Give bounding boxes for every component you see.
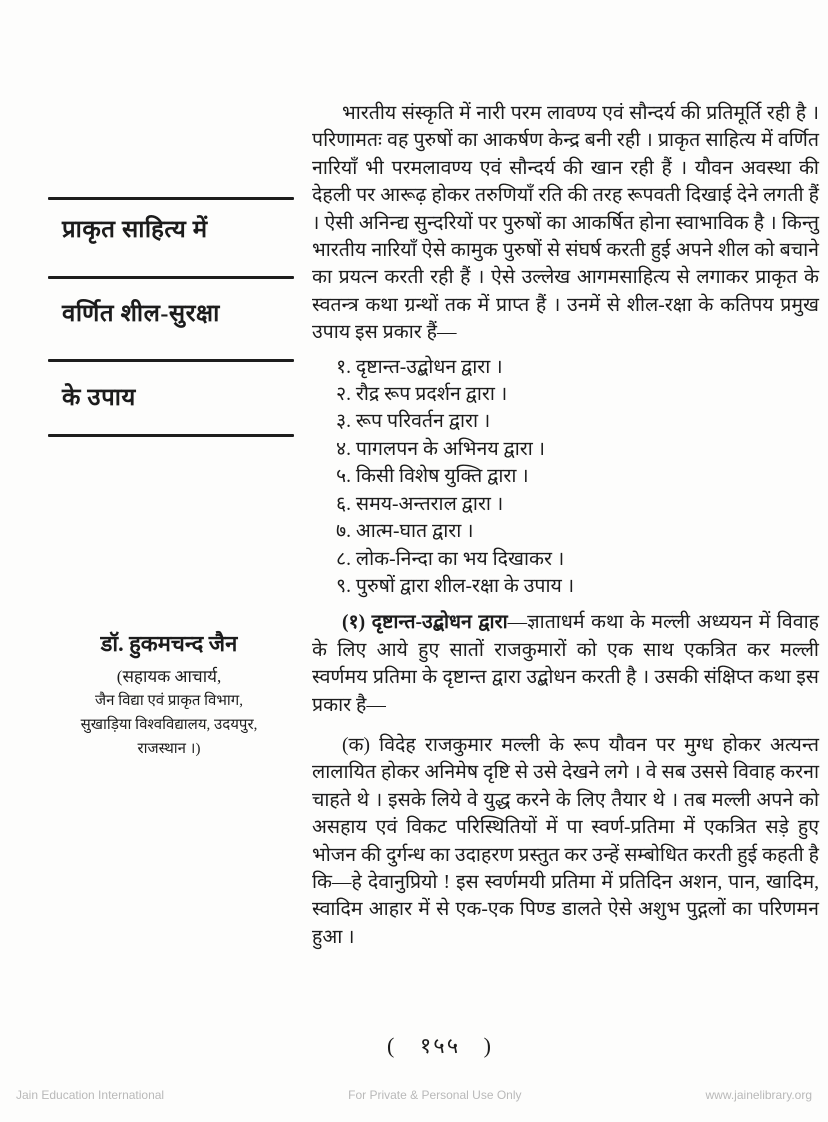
footer-left-text: Jain Education International bbox=[16, 1088, 165, 1102]
intro-paragraph: भारतीय संस्कृति में नारी परम लावण्य एवं सौन्दर्य की प्रतिमूर्ति रही है । परिणामतः वह पुरुषों का आकर्षण केन्द्र बनी रही । प्राकृत साहित्य में वर्णित नारियाँ भी परमलावण्य एवं सौन्दर्य की खान रही हैं । यौवन अवस्था की देहली पर आरूढ़ होकर तरुणियाँ रति की तरह रूपवती दिखाई देने लगती हैं । ऐसी अनिन्द्य सुन्दरियों पर पुरुषों का आकर्षित होना स्वाभाविक है । किन्तु भारतीय नारियाँ ऐसे कामुक पुरुषों से संघर्ष करती हुई अपने शील को बचाने का प्रयत्न करती रही हैं । ऐसे उल्लेख आगमसाहित्य से लगाकर प्राकृत के स्वतन्त्र कथा ग्रन्थों तक में प्राप्त हैं । उनमें से शील-रक्षा के कतिपय प्रमुख उपाय इस प्रकार हैं— bbox=[312, 103, 819, 344]
article-title-line-1: प्राकृत साहित्य में bbox=[62, 217, 208, 243]
divider-rule bbox=[48, 276, 294, 279]
list-item: ३. रूप परिवर्तन द्वारा । bbox=[336, 411, 491, 433]
page-number: ( १५५ ) bbox=[387, 1033, 493, 1058]
episode-lead: (१) दृष्टान्त-उद्बोधन द्वारा bbox=[342, 612, 508, 634]
author-affiliation-line: (सहायक आचार्य, bbox=[116, 667, 222, 686]
list-item: ८. लोक-निन्दा का भय दिखाकर । bbox=[336, 548, 565, 570]
story-paragraph: (क) विदेह राजकुमार मल्ली के रूप यौवन पर मुग्ध होकर अत्यन्त लालायित होकर अनिमेष दृष्टि से उसे देखने लगे । वे सब उससे विवाह करना चाहते थे । इसके लिये वे युद्ध करने के लिए तैयार थे । तब मल्ली अपने को असहाय एवं विकट परिस्थितियों में पा स्वर्ण-प्रतिमा में एकत्रित सड़े हुए भोजन की दुर्गन्ध का उदाहरण प्रस्तुत कर उन्हें सम्बोधित करती हुई कहती है कि—हे देवानुप्रियो ! इस स्वर्णमयी प्रतिमा में प्रतिदिन अशन, पान, खादिम, स्वादिम आहार में से एक-एक पिण्ड डालते ऐसे अशुभ पुद्गलों का परिणमन हुआ । bbox=[312, 734, 819, 948]
episode-paragraph bbox=[312, 609, 819, 719]
author-block bbox=[34, 628, 304, 761]
list-item: ६. समय-अन्तराल द्वारा । bbox=[336, 493, 504, 515]
author-affiliation-line: सुखाड़िया विश्वविद्यालय, उदयपुर, bbox=[80, 717, 258, 733]
list-item: १. दृष्टान्त-उद्बोधन द्वारा । bbox=[336, 356, 503, 378]
list-item: २. रौद्र रूप प्रदर्शन द्वारा । bbox=[336, 384, 508, 406]
author-affiliation-line: जैन विद्या एवं प्राकृत विभाग, bbox=[95, 693, 243, 709]
divider-rule bbox=[48, 359, 294, 362]
article-body bbox=[312, 100, 819, 951]
author-affiliation-line: राजस्थान ।) bbox=[137, 741, 201, 757]
author-name: डॉ. हुकमचन्द जैन bbox=[100, 631, 238, 656]
list-item: ५. किसी विशेष युक्ति द्वारा । bbox=[336, 466, 529, 488]
episode-text: —ज्ञाताधर्म कथा के मल्ली अध्ययन में विवाह के लिए आये हुए सातों राजकुमारों को एक साथ एकत्रित कर मल्ली स्वर्णमय प्रतिमा के दृष्टान्त द्वारा उद्बोधन करती है । उसकी संक्षिप्त कथा इस प्रकार है— bbox=[312, 612, 819, 716]
list-item: ७. आत्म-घात द्वारा । bbox=[336, 521, 474, 543]
article-title-line-2: वर्णित शील-सुरक्षा bbox=[62, 301, 220, 327]
footer-center-text: For Private & Personal Use Only bbox=[348, 1088, 522, 1102]
footer-right-text: www.jainelibrary.org bbox=[705, 1088, 812, 1102]
list-item: ९. पुरुषों द्वारा शील-रक्षा के उपाय । bbox=[336, 575, 575, 597]
list-item: ४. पागलपन के अभिनय द्वारा । bbox=[336, 438, 546, 460]
scan-footer bbox=[0, 1088, 828, 1102]
divider-rule bbox=[48, 197, 294, 200]
divider-rule bbox=[48, 434, 294, 437]
article-title-line-3: के उपाय bbox=[62, 385, 136, 411]
methods-list bbox=[336, 354, 819, 601]
